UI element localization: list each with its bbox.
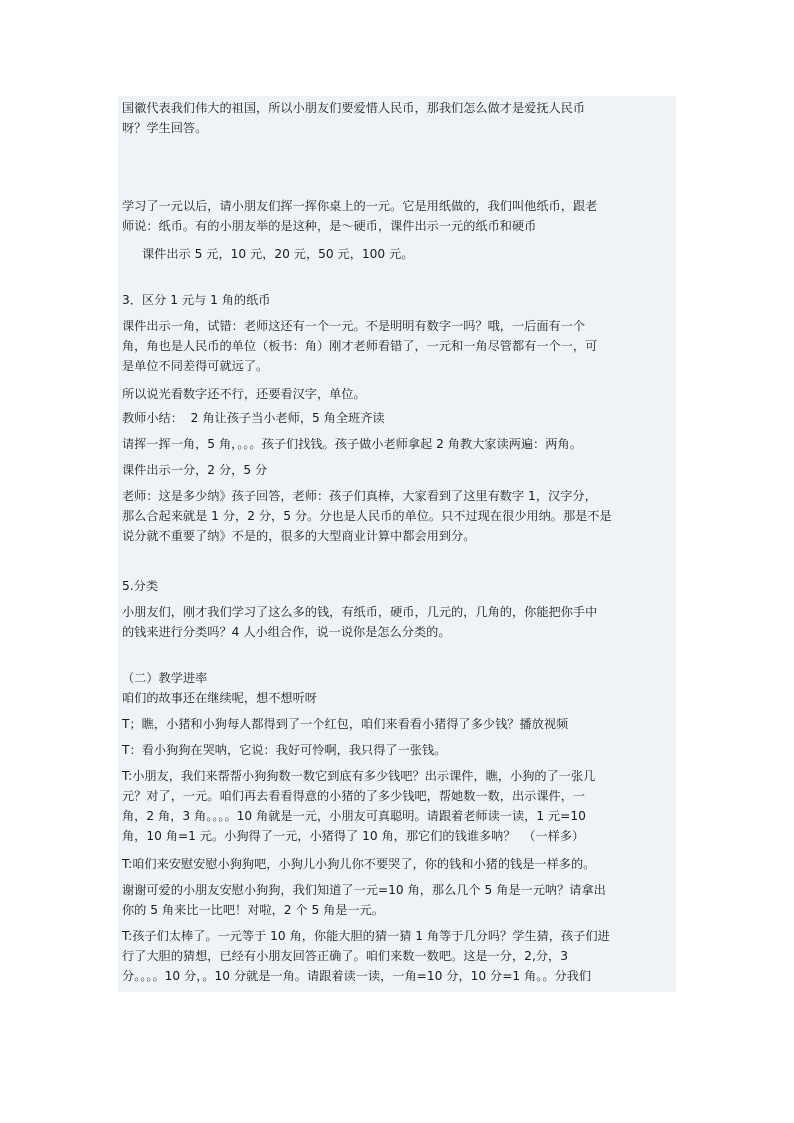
heading-section-3: 3．区分 1 元与 1 角的纸币	[122, 293, 271, 307]
paragraph-five-jiao: 谢谢可爱的小朋友安慰小狗狗，我们知道了一元=10 角，那么几个 5 角是一元呐？请拿出 你的 5 角来比一比吧！对啦，2 个 5 角是一元。	[122, 883, 606, 917]
paragraph-one-jiao: 课件出示一角，试错：老师这还有一个一元。不是明明有数字一吗？哦，一后面有一个 角，角也是人民币的单位（板书：角）刚才老师看错了，一元和一角尽管都有一个一，可 是单位不同差得可就远了。	[122, 319, 598, 373]
paragraph-national-emblem: 国徽代表我们伟大的祖国，所以小朋友们要爱惜人民币，那我们怎么做才是爱抚人民币 呀？学生回答。	[122, 101, 586, 135]
paragraph-comfort-puppy: T:咱们来安慰安慰小狗狗吧，小狗儿小狗儿你不要哭了，你的钱和小猪的钱是一样多的。	[122, 857, 596, 871]
paragraph-courseware-yuan: 课件出示 5 元，10 元，20 元，50 元，100 元。	[142, 247, 414, 261]
document-page	[118, 96, 676, 992]
paragraph-jiao-to-fen: T:孩子们太棒了。一元等于 10 角，你能大胆的猜一猜 1 角等于几分吗？学生猜，孩子们进 行了大胆的猜想，已经有小朋友回答正确了。咱们来数一数吧。这是一分，2,分，3 分。。。。10 分，。10 分就是一角。请跟着读一读，一角=10 分，10 分=1 角。。分我们	[122, 929, 610, 983]
paragraph-wave-jiao: 请挥一挥一角，5 角，。。。孩子们找钱。孩子做小老师拿起 2 角教大家读两遍：两角。	[122, 437, 582, 451]
heading-teaching-rate: （二）教学进率	[122, 671, 208, 685]
paragraph-courseware-fen: 课件出示一分，2 分，5 分	[122, 463, 268, 477]
paragraph-story-continues: 咱们的故事还在继续呢，想不想听呀	[122, 691, 317, 705]
paragraph-paper-money: 学习了一元以后，请小朋友们挥一挥你桌上的一元。它是用纸做的，我们叫他纸币，跟老 师说：纸币。有的小朋友举的是这种，是～硬币，课件出示一元的纸币和硬币	[122, 199, 598, 233]
paragraph-red-envelope: T；瞧，小猪和小狗每人都得到了一个红包，咱们来看看小猪得了多少钱？播放视频	[122, 717, 569, 731]
paragraph-help-count: T:小朋友，我们来帮帮小狗狗数一数它到底有多少钱吧？出示课件，瞧，小狗的了一张几 元？对了，一元。咱们再去看看得意的小猪的了多少钱吧，帮她数一数，出示课件，一 角，2 角，3 角。。。。10 角就是一元，小朋友可真聪明。请跟着老师读一读，1 元=10 角，10 角=1 元。小狗得了一元，小猪得了 10 角，那它们的钱谁多呐？ （一样多）	[122, 769, 596, 843]
paragraph-classification: 小朋友们，刚才我们学习了这么多的钱，有纸币，硬币，几元的，几角的，你能把你手中 的钱来进行分类吗？4 人小组合作，说一说你是怎么分类的。	[122, 605, 598, 639]
paragraph-puppy-crying: T：看小狗狗在哭呐，它说：我好可怜啊，我只得了一张钱。	[122, 743, 447, 757]
paragraph-teacher-summary: 教师小结： 2 角让孩子当小老师，5 角全班齐读	[122, 411, 385, 425]
heading-section-5: 5.分类	[122, 579, 159, 593]
paragraph-look-at-units: 所以说光看数字还不行，还要看汉字，单位。	[122, 387, 366, 401]
paragraph-fen-unit: 老师：这是多少纳》孩子回答，老师：孩子们真棒，大家看到了这里有数字 1，汉字分， 那么合起来就是 1 分，2 分，5 分。分也是人民币的单位。只不过现在很少用纳。那是不是 说分就不重要了纳》不是的，很多的大型商业计算中都会用到分。	[122, 489, 612, 543]
